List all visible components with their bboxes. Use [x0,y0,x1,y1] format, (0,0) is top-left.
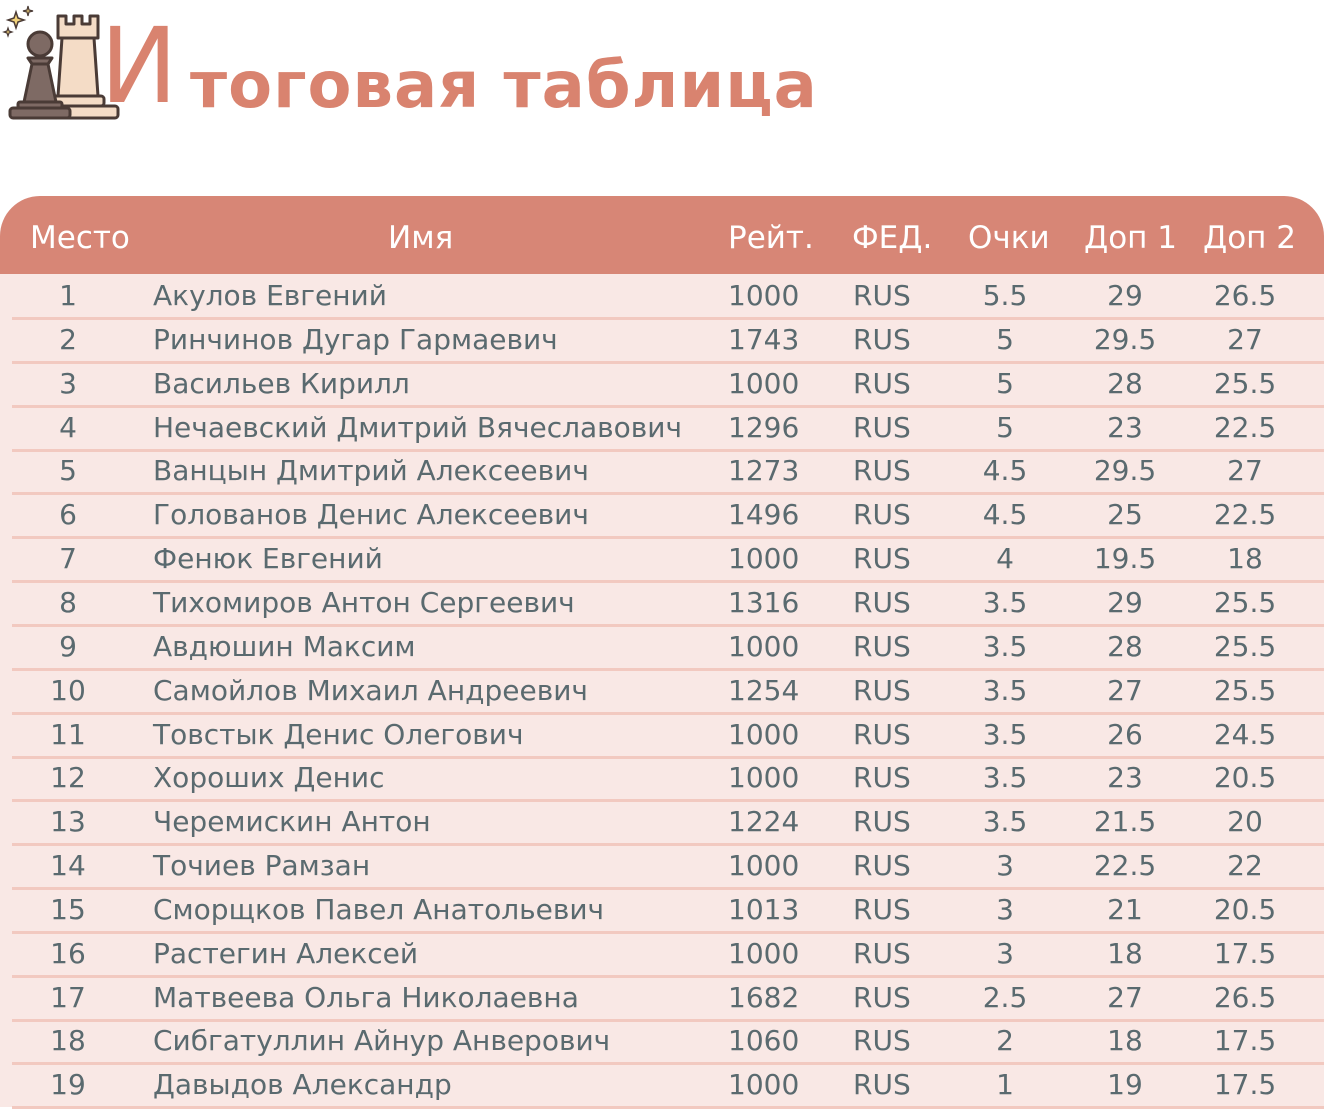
table-row [0,800,1324,844]
cell-dop2: 17.5 [1213,936,1277,970]
cell-points: 5 [996,410,1014,444]
cell-name: Авдюшин Максим [153,629,416,663]
cell-place: 10 [50,673,86,707]
cell-rating: 1296 [728,410,800,444]
cell-points: 5.5 [982,279,1028,312]
cell-rating: 1000 [728,542,800,576]
cell-dop1: 27 [1107,673,1143,707]
cell-fed: RUS [853,542,911,576]
cell-rating: 1000 [728,849,800,883]
cell-dop2: 24.5 [1213,717,1277,751]
table-row [0,581,1324,625]
cell-fed: RUS [853,936,911,970]
cell-dop1: 23 [1107,410,1143,444]
table-row [0,449,1324,493]
cell-place: 4 [59,410,77,444]
page-header [0,0,818,140]
cell-points: 3.5 [982,805,1028,839]
cell-name: Самойлов Михаил Андреевич [153,673,588,707]
cell-dop1: 29 [1107,279,1143,312]
cell-points: 3 [996,936,1014,970]
cell-place: 5 [59,454,77,488]
cell-points: 2.5 [982,980,1028,1014]
cell-rating: 1000 [728,1068,800,1102]
cell-points: 5 [996,322,1014,356]
cell-points: 4.5 [982,498,1028,532]
cell-dop1: 23 [1107,761,1143,795]
results-table [0,196,1324,1107]
cell-place: 16 [50,936,86,970]
cell-fed: RUS [853,892,911,926]
cell-fed: RUS [853,629,911,663]
table-row [0,406,1324,450]
table-row [0,493,1324,537]
cell-dop2: 27 [1227,322,1263,356]
cell-dop2: 26.5 [1213,279,1277,312]
cell-rating: 1273 [728,454,800,488]
cell-place: 11 [50,717,86,751]
table-row [0,1019,1324,1063]
cell-dop1: 19 [1107,1068,1143,1102]
cell-fed: RUS [853,279,911,312]
table-row [0,844,1324,888]
table-row [0,976,1324,1020]
table-row [0,713,1324,757]
cell-dop1: 26 [1107,717,1143,751]
cell-dop1: 22.5 [1093,849,1157,883]
cell-dop2: 20.5 [1213,761,1277,795]
cell-fed: RUS [853,322,911,356]
cell-name: Сибгатуллин Айнур Анверович [153,1024,611,1058]
cell-name: Фенюк Евгений [153,542,383,576]
cell-dop1: 27 [1107,980,1143,1014]
cell-dop2: 25.5 [1213,673,1277,707]
table-row [0,625,1324,669]
cell-place: 8 [59,585,77,619]
table-row [0,1063,1324,1107]
table-body [0,274,1324,1107]
cell-dop2: 25.5 [1213,585,1277,619]
cell-name: Голованов Денис Алексеевич [153,498,589,532]
cell-dop1: 25 [1107,498,1143,532]
cell-name: Растегин Алексей [153,936,419,970]
header-name: Имя [388,220,454,256]
cell-name: Сморщков Павел Анатольевич [153,892,605,926]
header-place: Место [30,220,130,256]
cell-rating: 1000 [728,366,800,400]
cell-name: Ринчинов Дугар Гармаевич [153,322,558,356]
cell-fed: RUS [853,761,911,795]
cell-dop2: 22.5 [1213,410,1277,444]
cell-dop1: 29 [1107,585,1143,619]
table-row [0,274,1324,318]
cell-fed: RUS [853,366,911,400]
cell-points: 3.5 [982,629,1028,663]
cell-rating: 1743 [728,322,800,356]
cell-dop1: 18 [1107,936,1143,970]
page-title-initial: И [100,5,178,127]
cell-name: Тихомиров Антон Сергеевич [153,585,575,619]
cell-dop2: 20.5 [1213,892,1277,926]
cell-name: Точиев Рамзан [153,849,371,883]
cell-rating: 1224 [728,805,800,839]
table-row [0,888,1324,932]
cell-dop1: 21.5 [1093,805,1157,839]
cell-fed: RUS [853,805,911,839]
header-dop1: Доп 1 [1084,220,1178,256]
cell-rating: 1013 [728,892,800,926]
cell-rating: 1316 [728,585,800,619]
cell-name: Акулов Евгений [153,279,387,312]
cell-dop1: 21 [1107,892,1143,926]
cell-dop2: 17.5 [1213,1068,1277,1102]
cell-fed: RUS [853,410,911,444]
table-row [0,362,1324,406]
cell-dop2: 22.5 [1213,498,1277,532]
header-dop2: Доп 2 [1203,220,1297,256]
table-row [0,932,1324,976]
cell-rating: 1000 [728,629,800,663]
cell-rating: 1254 [728,673,800,707]
header-fed: ФЕД. [852,220,933,256]
cell-points: 4 [996,542,1014,576]
header-points: Очки [968,220,1050,256]
header-rating: Рейт. [728,220,814,256]
cell-fed: RUS [853,585,911,619]
cell-place: 2 [59,322,77,356]
cell-points: 3 [996,849,1014,883]
cell-points: 3.5 [982,585,1028,619]
cell-place: 19 [50,1068,86,1102]
cell-name: Матвеева Ольга Николаевна [153,980,579,1014]
cell-points: 3 [996,892,1014,926]
cell-points: 3.5 [982,673,1028,707]
page-title: тоговая таблица [190,49,818,123]
cell-place: 18 [50,1024,86,1058]
cell-place: 6 [59,498,77,532]
cell-name: Давыдов Александр [153,1068,452,1102]
cell-dop2: 25.5 [1213,629,1277,663]
cell-fed: RUS [853,1024,911,1058]
cell-points: 5 [996,366,1014,400]
cell-dop1: 19.5 [1093,542,1157,576]
cell-fed: RUS [853,1068,911,1102]
cell-rating: 1000 [728,936,800,970]
cell-dop1: 29.5 [1093,322,1157,356]
cell-name: Хороших Денис [153,761,385,795]
cell-place: 1 [59,279,77,312]
cell-rating: 1060 [728,1024,800,1058]
cell-place: 7 [59,542,77,576]
cell-points: 3.5 [982,761,1028,795]
cell-place: 13 [50,805,86,839]
table-row [0,318,1324,362]
cell-place: 15 [50,892,86,926]
cell-place: 12 [50,761,86,795]
cell-place: 9 [59,629,77,663]
table-header [0,196,1324,274]
table-row [0,537,1324,581]
cell-name: Васильев Кирилл [153,366,410,400]
cell-fed: RUS [853,980,911,1014]
cell-dop1: 28 [1107,629,1143,663]
cell-points: 2 [996,1024,1014,1058]
cell-rating: 1000 [728,717,800,751]
cell-name: Ванцын Дмитрий Алексеевич [153,454,589,488]
cell-name: Нечаевский Дмитрий Вячеславович [153,410,683,444]
cell-fed: RUS [853,849,911,883]
cell-name: Товстык Денис Олегович [153,717,524,751]
cell-name: Черемискин Антон [153,805,431,839]
cell-fed: RUS [853,673,911,707]
cell-fed: RUS [853,717,911,751]
cell-points: 4.5 [982,454,1028,488]
cell-dop2: 22 [1227,849,1263,883]
cell-dop2: 20 [1227,805,1263,839]
cell-fed: RUS [853,454,911,488]
cell-dop2: 17.5 [1213,1024,1277,1058]
cell-dop1: 29.5 [1093,454,1157,488]
cell-rating: 1682 [728,980,800,1014]
cell-rating: 1000 [728,279,800,312]
table-row [0,669,1324,713]
cell-dop2: 25.5 [1213,366,1277,400]
cell-dop2: 27 [1227,454,1263,488]
cell-place: 14 [50,849,86,883]
cell-place: 17 [50,980,86,1014]
cell-fed: RUS [853,498,911,532]
cell-points: 1 [996,1068,1014,1102]
cell-dop1: 28 [1107,366,1143,400]
cell-dop2: 18 [1227,542,1263,576]
cell-rating: 1000 [728,761,800,795]
cell-points: 3.5 [982,717,1028,751]
cell-place: 3 [59,366,77,400]
cell-dop1: 18 [1107,1024,1143,1058]
cell-rating: 1496 [728,498,800,532]
table-row [0,756,1324,800]
cell-dop2: 26.5 [1213,980,1277,1014]
